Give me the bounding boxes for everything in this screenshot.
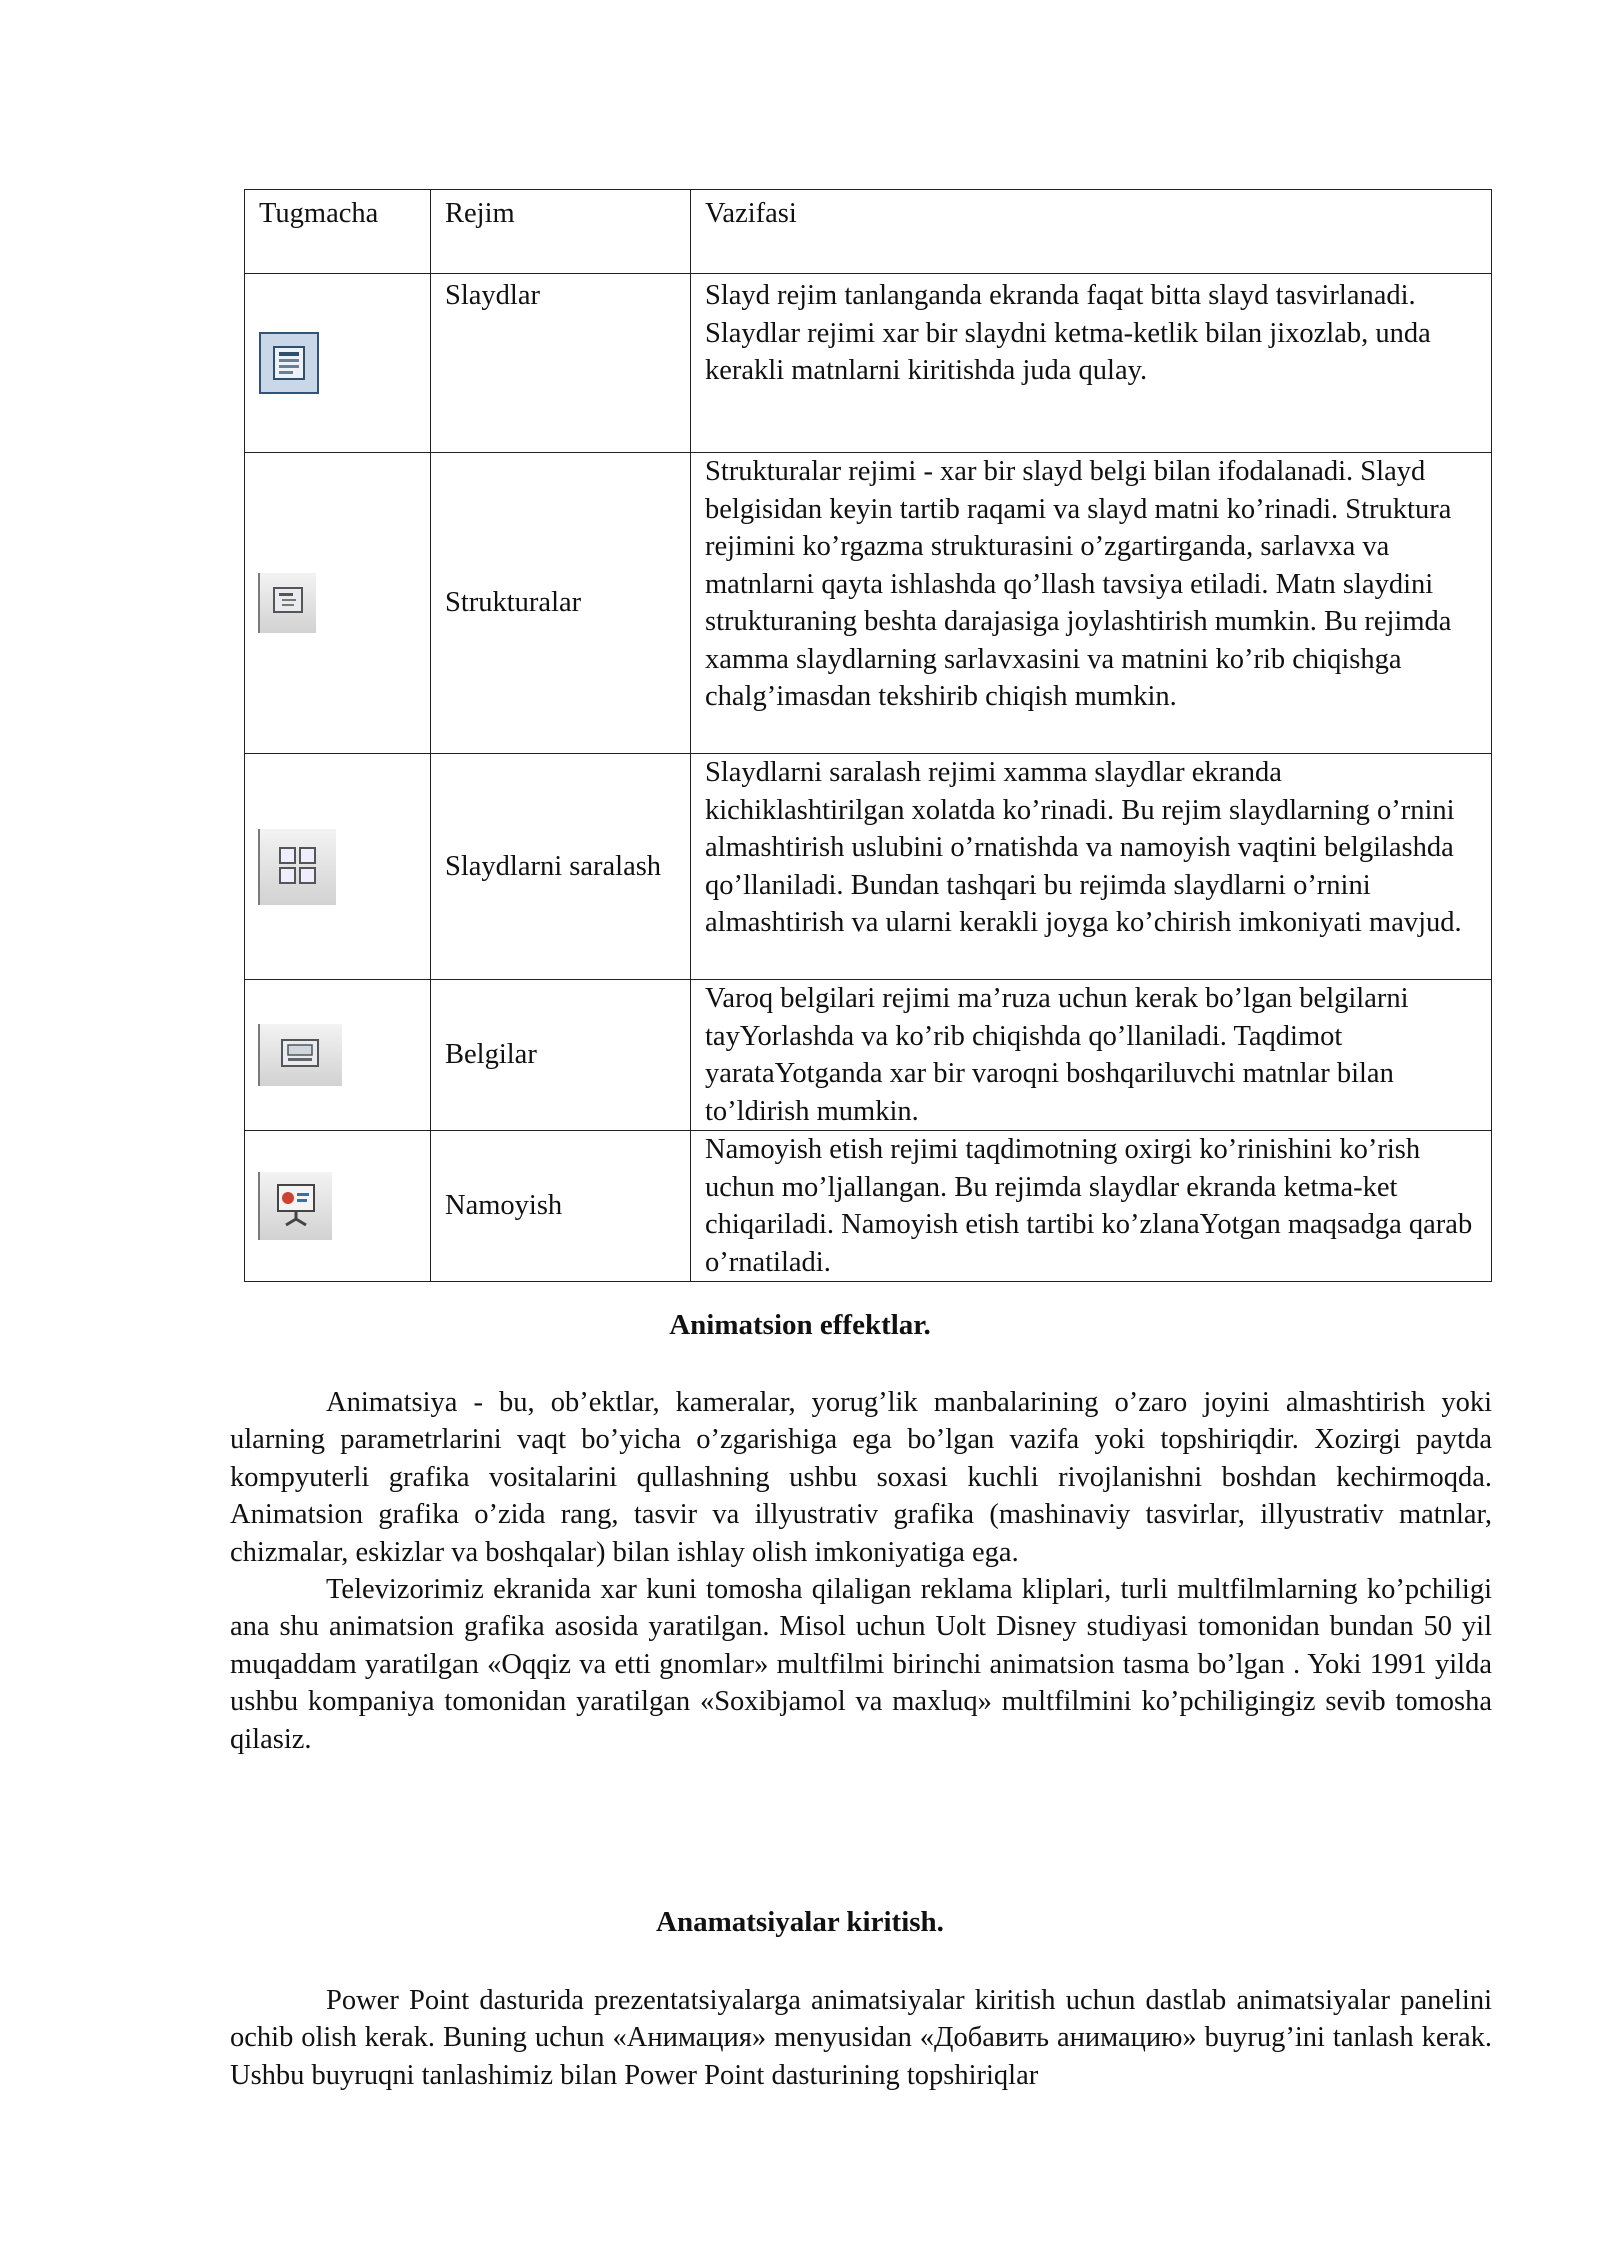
icon-cell [245,754,431,980]
table-row [245,274,1492,453]
slide-view-icon[interactable] [259,332,319,394]
outline-view-icon[interactable] [258,573,316,633]
slide-show-icon[interactable] [258,1172,332,1240]
mode-name: Belgilar [431,980,691,1131]
header-mode: Rejim [431,190,691,274]
body-paragraph: Animatsiya - bu, ob’ektlar, kameralar, yorug’lik manbalarining o’zaro joyini almashtirish yoki ularning parametrlarini vaqt bo’yicha o’zgarishiga ega bo’lgan vazifa yoki topshiriqdir. Xozirgi paytda kompyuterli grafika vositalarini qullashning ushbu soxasi kuchli rivojlanishni boshdan kechirmoqda. Animatsion grafika o’zida rang, tasvir va illyustrativ grafika (mashinaviy tasvirlar, illyustrativ matnlar, chizmalar, eskizlar va boshqalar) bilan ishlay olish imkoniyatiga ega. [230,1387,1492,1568]
body-paragraph: Televizorimiz ekranida xar kuni tomosha qilaligan reklama kliplari, turli multfilmlarning ko’pchiligi ana shu animatsion grafika asosida yaratilgan. Misol uchun Uolt Disney studiyasi tomonidan bundan 50 yil muqaddam yaratilgan «Oqqiz va etti gnomlar» multfilmi birinchi animatsion tasma bo’lgan . Yoki 1991 yilda ushbu kompaniya tomonidan yaratilgan «Soxibjamol va maxluq» multfilmini ko’pchiligingiz sevib tomosha qilasiz. [230,1574,1492,1755]
mode-name: Slaydlarni saralash [431,754,691,980]
mode-description: Slaydlarni saralash rejimi xamma slaydlar ekranda kichiklashtirilgan xolatda ko’rinadi. Bu rejim slaydlarning o’rnini almashtirish uslubini o’rnatishda va namoyish vaqtini belgilashda qo’llaniladi. Bundan tashqari bu rejimda slaydlarni o’rnini almashtirish va ularni kerakli joyga ko’chirish imkoniyati mavjud. [691,754,1492,980]
section-heading: Animatsion effektlar. [669,1309,931,1341]
section-heading: Anamatsiyalar kiritish. [656,1906,944,1938]
table-row [245,754,1492,980]
table-header-row [245,190,1492,274]
icon-cell [245,1131,431,1282]
mode-name: Slaydlar [431,274,691,453]
mode-description: Strukturalar rejimi - xar bir slayd belgi bilan ifodalanadi. Slayd belgisidan keyin tartib raqami va slayd matni ko’rinadi. Struktura rejimini ko’rgazma strukturasini o’zgartirganda, sarlavxa va matnlarni qayta ishlashda qo’llash tavsiya etiladi. Matn slaydini strukturaning beshta darajasiga joylashtirish mumkin. Bu rejimda xamma slaydlarning sarlavxasini va matnini ko’rib chiqishga chalg’imasdan tekshirib chiqish mumkin. [691,453,1492,754]
view-modes-table [244,189,1492,1282]
mode-description: Namoyish etish rejimi taqdimotning oxirgi ko’rinishini ko’rish uchun mo’ljallangan. Bu rejimda slaydlar ekranda ketma-ket chiqariladi. Namoyish etish tartibi ko’zlanaYotgan maqsadga qarab o’rnatiladi. [691,1131,1492,1282]
mode-description: Slayd rejim tanlanganda ekranda faqat bitta slayd tasvirlanadi. Slaydlar rejimi xar bir slaydni ketma-ketlik bilan jixozlab, unda kerakli matnlarni kiritishda juda qulay. [691,274,1492,453]
icon-cell [245,274,431,453]
mode-description: Varoq belgilari rejimi ma’ruza uchun kerak bo’lgan belgilarni tayYorlashda va ko’rib chiqishda qo’llaniladi. Taqdimot yarataYotganda xar bir varoqni boshqariluvchi matnlar bilan to’ldirish mumkin. [691,980,1492,1131]
mode-name: Namoyish [431,1131,691,1282]
icon-cell [245,453,431,754]
icon-cell [245,980,431,1131]
header-button: Tugmacha [245,190,431,274]
slide-sorter-icon[interactable] [258,829,336,905]
mode-name: Strukturalar [431,453,691,754]
table-row [245,980,1492,1131]
table-row [245,453,1492,754]
body-paragraph: Power Point dasturida prezentatsiyalarga animatsiyalar kiritish uchun dastlab animatsiyalar panelini ochib olish kerak. Buning uchun «Анимация» menyusidan «Добавить анимацию» buyrug’ini tanlash kerak. Ushbu buyruqni tanlashimiz bilan Power Point dasturining topshiriqlar [230,1985,1492,2091]
table-row [245,1131,1492,1282]
header-function: Vazifasi [691,190,1492,274]
notes-page-icon[interactable] [258,1024,342,1086]
